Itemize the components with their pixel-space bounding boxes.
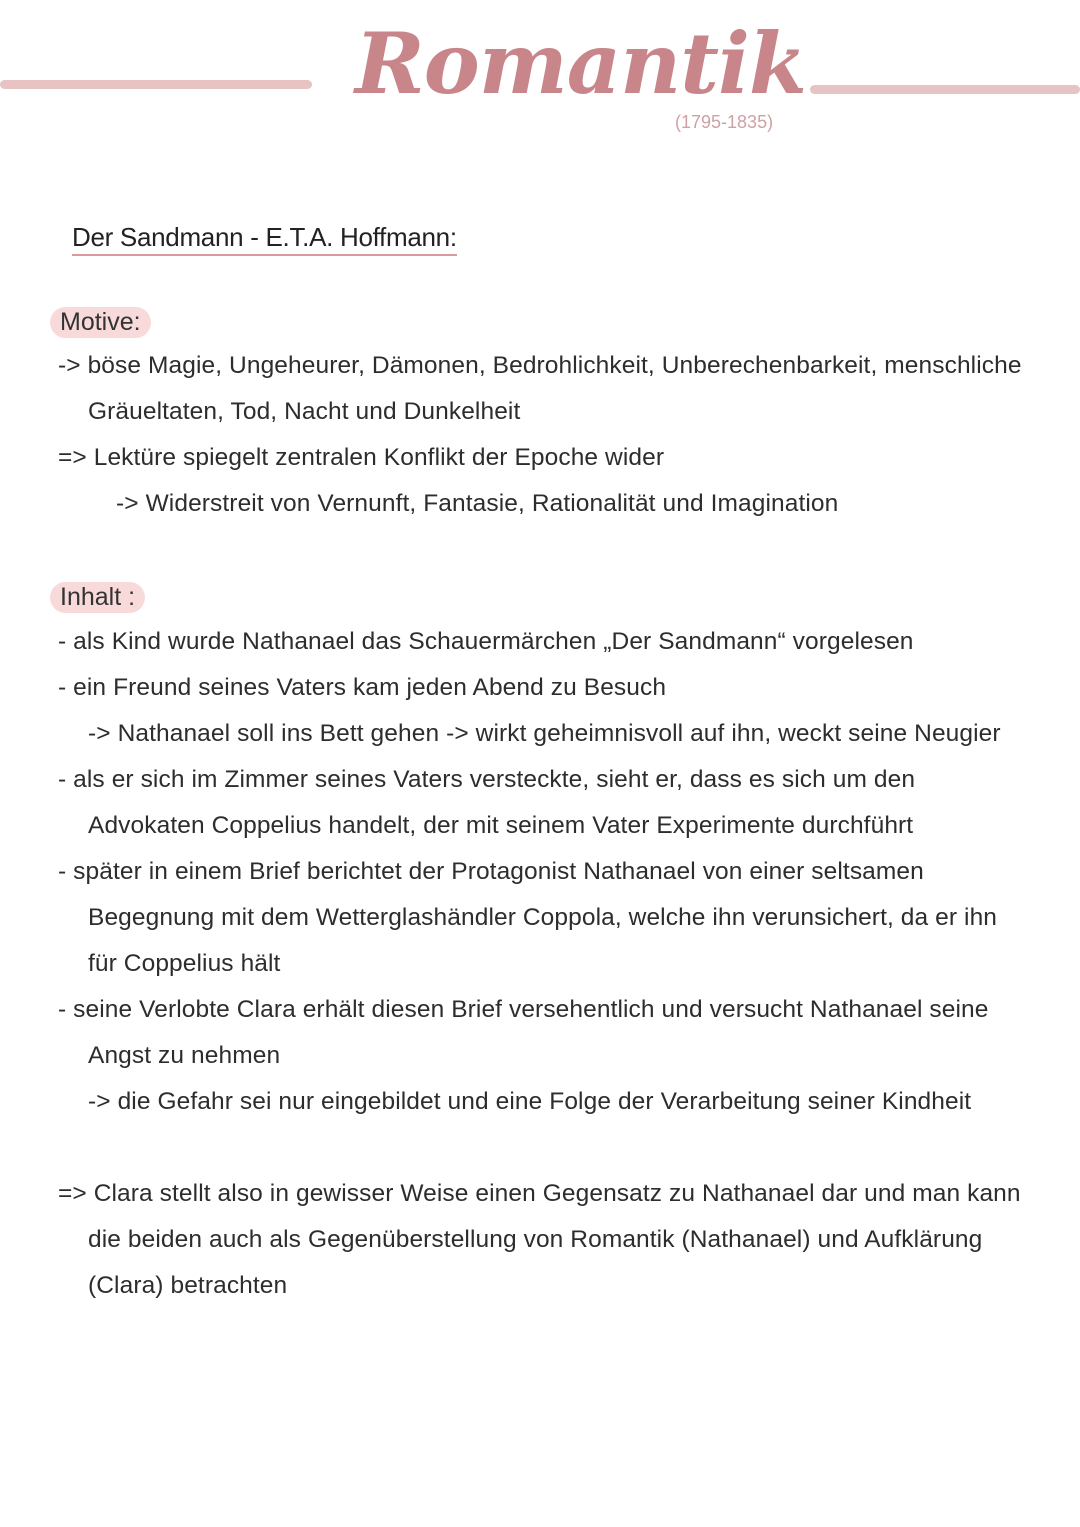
inhalt-line: - als Kind wurde Nathanael das Schauermärchen „Der Sandmann“ vorgelesen [58, 628, 914, 655]
inhalt-line: -> Nathanael soll ins Bett gehen -> wirkt geheimnisvoll auf ihn, weckt seine Neugier [88, 720, 1001, 747]
inhalt-line: für Coppelius hält [88, 950, 281, 977]
conclusion-line: (Clara) betrachten [88, 1272, 288, 1299]
inhalt-line: Begegnung mit dem Wetterglashändler Coppola, welche ihn verunsichert, da er ihn [88, 904, 998, 931]
inhalt-label: Inhalt : [50, 582, 145, 613]
motive-line: Gräueltaten, Tod, Nacht und Dunkelheit [88, 398, 521, 425]
decorative-line-left [0, 80, 312, 89]
conclusion-line: die beiden auch als Gegenüberstellung von Romantik (Nathanael) und Aufklärung [88, 1226, 983, 1253]
inhalt-line: - ein Freund seines Vaters kam jeden Abend zu Besuch [58, 674, 667, 701]
page-title: Romantik [355, 14, 807, 113]
inhalt-line: - als er sich im Zimmer seines Vaters versteckte, sieht er, dass es sich um den [58, 766, 916, 793]
inhalt-line: Angst zu nehmen [88, 1042, 281, 1069]
inhalt-line: Advokaten Coppelius handelt, der mit seinem Vater Experimente durchführt [88, 812, 914, 839]
epoch-years: (1795-1835) [675, 112, 774, 132]
motive-line: -> Widerstreit von Vernunft, Fantasie, Rationalität und Imagination [116, 490, 839, 517]
motive-line: -> böse Magie, Ungeheurer, Dämonen, Bedrohlichkeit, Unberechenbarkeit, menschliche [58, 352, 1022, 379]
motive-line: => Lektüre spiegelt zentralen Konflikt der Epoche wider [58, 444, 665, 471]
inhalt-line: -> die Gefahr sei nur eingebildet und eine Folge der Verarbeitung seiner Kindheit [88, 1088, 972, 1115]
work-title: Der Sandmann - E.T.A. Hoffmann: [72, 222, 457, 256]
conclusion-line: => Clara stellt also in gewisser Weise einen Gegensatz zu Nathanael dar und man kann [58, 1180, 1021, 1207]
inhalt-line: - seine Verlobte Clara erhält diesen Brief versehentlich und versucht Nathanael seine [58, 996, 989, 1023]
inhalt-line: - später in einem Brief berichtet der Protagonist Nathanael von einer seltsamen [58, 858, 924, 885]
decorative-line-right [810, 85, 1080, 94]
motive-label: Motive: [50, 307, 151, 338]
